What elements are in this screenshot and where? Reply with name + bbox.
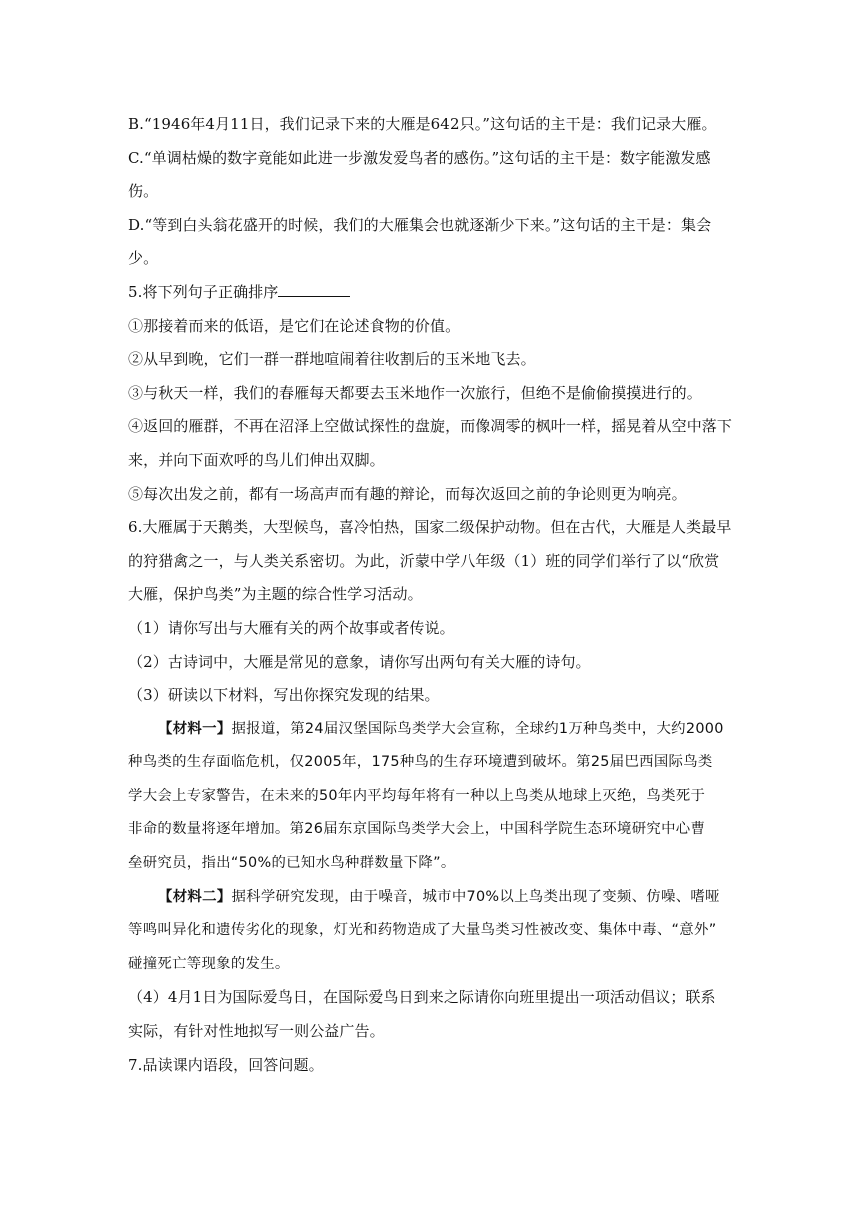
option-c-line-2: 伤。 [128,182,159,201]
question-7: 7.品读课内语段，回答问题。 [128,1055,324,1074]
question-6-line-1: 6.大雁属于天鹅类，大型候鸟，喜冷怕热，国家二级保护动物。但在古代，大雁是人类最早 [128,518,732,537]
question-6-line-2: 的狩猎禽之一，与人类关系密切。为此，沂蒙中学八年级（1）班的同学们举行了以“欣赏 [128,551,720,570]
material-2-tag: 【材料二】 [158,888,232,905]
q5-item-4: ④返回的雁群，不再在沼泽上空做试探性的盘旋，而像凋零的枫叶一样，摇晃着从空中落下 [128,417,733,436]
q5-item-4-cont: 来，并向下面欢呼的鸟儿们伸出双脚。 [128,450,385,469]
answer-blank [278,282,350,297]
question-5-text: 5.将下列句子正确排序 [128,282,279,301]
q6-sub-2: （2）古诗词中，大雁是常见的意象，请你写出两句有关大雁的诗句。 [128,652,591,671]
material-1-line-5: 垒研究员，指出“50%的已知水鸟种群数量下降”。 [128,855,456,872]
option-d-line-2: 少。 [128,249,159,268]
q6-sub-4-line-1: （4）4月1日为国际爱鸟日，在国际爱鸟日到来之际请你向班里提出一项活动倡议；联系 [128,988,716,1007]
question-6-line-3: 大雁，保护鸟类”为主题的综合性学习活动。 [128,585,423,604]
material-2-line-2: 等鸣叫异化和遗传劣化的现象，灯光和药物造成了大量鸟类习性被改变、集体中毒、“意外” [128,922,717,939]
q5-item-3: ③与秋天一样，我们的春雁每天都要去玉米地作一次旅行，但绝不是偷偷摸摸进行的。 [128,383,702,402]
q5-item-5: ⑤每次出发之前，都有一场高声而有趣的辩论，而每次返回之前的争论则更为响亮。 [128,484,687,503]
q5-item-1: ①那接着而来的低语，是它们在论述食物的价值。 [128,316,461,335]
material-1-line-4: 非命的数量将逐年增加。第26届东京国际鸟类学大会上，中国科学院生态环境研究中心曹 [128,821,706,838]
question-5 [128,276,748,310]
material-1-text-1: 据报道，第24届汉堡国际鸟类学大会宣称，全球约1万种鸟类中，大约2000 [231,720,724,737]
material-2-line-1 [128,881,748,915]
material-1-line-2: 种鸟类的生存面临危机，仅2005年，175种鸟的生存环境遭到破坏。第25届巴西国际鸟类 [128,754,713,771]
material-2-line-3: 碰撞死亡等现象的发生。 [128,955,290,972]
option-d-line-1: D.“等到白头翁花盛开的时候，我们的大雁集会也就逐渐少下来。”这句话的主干是：集会 [128,215,712,234]
q6-sub-3: （3）研读以下材料，写出你探究发现的结果。 [128,686,440,705]
material-1-line-1 [128,713,748,747]
q6-sub-1: （1）请你写出与大雁有关的两个故事或者传说。 [128,618,455,637]
option-b: B.“1946年4月11日，我们记录下来的大雁是642只。”这句话的主干是：我们记录大雁。 [128,115,717,133]
q6-sub-4-line-2: 实际，有针对性地拟写一则公益广告。 [128,1022,385,1041]
material-1-tag: 【材料一】 [158,720,232,737]
option-c-line-1: C.“单调枯燥的数字竟能如此进一步激发爱鸟者的感伤。”这句话的主干是：数字能激发感 [128,148,711,167]
material-1-line-3: 学大会上专家警告，在未来的50年内平均每年将有一种以上鸟类从地球上灭绝，鸟类死于 [128,787,706,804]
q5-item-2: ②从早到晚，它们一群一群地喧闹着往收割后的玉米地飞去。 [128,350,536,369]
material-2-text-1: 据科学研究发现，由于噪音，城市中70%以上鸟类出现了变频、仿噪、嗜哑 [231,888,720,905]
